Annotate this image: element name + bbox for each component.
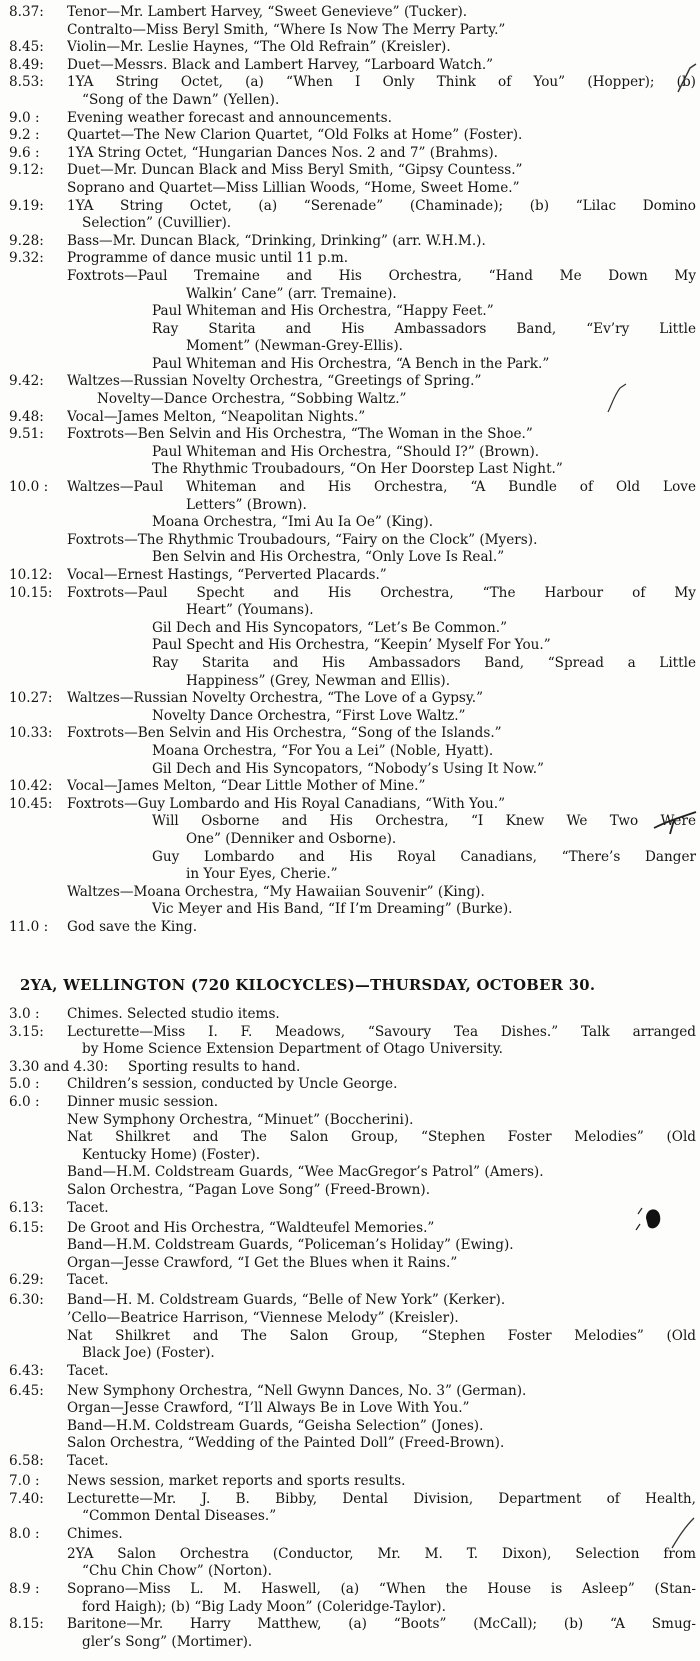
- program-time: 9.28:: [9, 232, 44, 249]
- program-text: Moment” (Newman-Grey-Ellis).: [186, 338, 403, 355]
- program-text: One” (Denniker and Osborne).: [186, 830, 397, 847]
- pen-tick-mark-3: [652, 808, 698, 838]
- program-line: [0, 1076, 700, 1094]
- program-line: [0, 4, 700, 22]
- program-text: Gil Dech and His Syncopators, “Nobody’s Using It Now.”: [152, 760, 545, 777]
- program-time: 10.27:: [9, 690, 53, 707]
- program-text: 1YA String Octet, (a) “Serenade” (Chaminade); (b) “Lilac Domino: [67, 197, 696, 214]
- program-line: [0, 162, 700, 180]
- program-line: [0, 1272, 700, 1292]
- program-line: [0, 1546, 700, 1564]
- program-time: 5.0 :: [9, 1076, 40, 1093]
- program-text: Waltzes—Russian Novelty Orchestra, “Greetings of Spring.”: [67, 373, 482, 390]
- station-heading: 2YA, WELLINGTON (720 KILOCYCLES)—THURSDAY, OCTOBER 30.: [20, 977, 596, 994]
- program-text: Violin—Mr. Leslie Haynes, “The Old Refrain” (Kreisler).: [67, 39, 451, 56]
- program-text: Contralto—Miss Beryl Smith, “Where Is Now The Merry Party.”: [67, 21, 506, 38]
- program-text: Ray Starita and His Ambassadors Band, “Spread a Little: [152, 654, 696, 671]
- program-line: [0, 1182, 700, 1200]
- program-text: Band—H.M. Coldstream Guards, “Geisha Selection” (Jones).: [67, 1417, 484, 1434]
- program-line: [0, 1310, 700, 1328]
- program-time: 8.37:: [9, 4, 44, 20]
- ink-blot-mark: [632, 1202, 674, 1234]
- program-line: [0, 338, 700, 356]
- program-line: [0, 1383, 700, 1401]
- program-time: 9.48:: [9, 408, 44, 425]
- pen-tick-mark-2: [604, 382, 634, 416]
- program-text: Waltzes—Paul Whiteman and His Orchestra, “A Bundle of Old Love: [67, 479, 696, 496]
- program-time: 6.58:: [9, 1453, 44, 1470]
- program-text: Band—H.M. Coldstream Guards, “Wee MacGregor’s Patrol” (Amers).: [67, 1164, 544, 1181]
- program-line: [0, 761, 700, 779]
- program-text: Novelty—Dance Orchestra, “Sobbing Waltz.”: [97, 391, 407, 408]
- program-text: by Home Science Extension Department of Otago University.: [82, 1041, 503, 1058]
- pen-tick-mark-1: [676, 62, 700, 102]
- program-line: [0, 321, 700, 339]
- program-time: 8.15:: [9, 1616, 44, 1633]
- program-text: Ben Selvin and His Orchestra, “Only Love Is Real.”: [152, 549, 505, 566]
- program-line: [0, 250, 700, 268]
- program-line: [0, 479, 700, 497]
- program-text: ’Cello—Beatrice Harrison, “Viennese Melody” (Kreisler).: [67, 1309, 459, 1326]
- program-text: News session, market reports and sports results.: [67, 1473, 406, 1490]
- program-text: Soprano—Miss L. M. Haswell, (a) “When the House is Asleep” (Stan-: [67, 1581, 696, 1598]
- program-text: Moana Orchestra, “For You a Lei” (Noble, Hyatt).: [152, 742, 494, 759]
- program-line: [0, 796, 700, 814]
- program-text: Tacet.: [67, 1453, 109, 1470]
- program-text: Evening weather forecast and announcements.: [67, 109, 392, 126]
- program-time: 10.45:: [9, 795, 53, 812]
- program-time: 10.12:: [9, 567, 53, 583]
- program-time: 10.42:: [9, 778, 53, 795]
- program-line: [0, 444, 700, 462]
- program-line: [0, 813, 700, 831]
- program-time: 8.9 :: [9, 1581, 40, 1598]
- program-line: [0, 1363, 700, 1383]
- program-line: [0, 549, 700, 567]
- program-line: [0, 1491, 700, 1509]
- program-line: [0, 655, 700, 673]
- program-line: [0, 373, 700, 391]
- program-time: 9.19:: [9, 197, 44, 214]
- program-text: Moana Orchestra, “Imi Au Ia Oe” (King).: [152, 514, 434, 531]
- program-text: Soprano and Quartet—Miss Lillian Woods, “Home, Sweet Home.”: [67, 179, 520, 196]
- program-line: [0, 92, 700, 110]
- program-line: [0, 514, 700, 532]
- program-line: [0, 1200, 700, 1220]
- program-text: Organ—Jesse Crawford, “I Get the Blues when it Rains.”: [67, 1254, 458, 1271]
- program-time: 3.15:: [9, 1023, 44, 1040]
- program-text: New Symphony Orchestra, “Nell Gwynn Dances, No. 3” (German).: [67, 1382, 527, 1399]
- program-line: [0, 426, 700, 444]
- program-line: [0, 110, 700, 128]
- program-line: [0, 532, 700, 550]
- program-line: [0, 585, 700, 603]
- program-text: Gil Dech and His Syncopators, “Let’s Be Common.”: [152, 619, 508, 636]
- program-text: Organ—Jesse Crawford, “I’ll Always Be in Love With You.”: [67, 1400, 470, 1417]
- program-line: [0, 866, 700, 884]
- program-line: [0, 1400, 700, 1418]
- program-text: gler’s Song” (Mortimer).: [82, 1633, 253, 1650]
- program-text: in Your Eyes, Cherie.”: [186, 866, 338, 883]
- program-text: Novelty Dance Orchestra, “First Love Waltz.”: [152, 707, 466, 724]
- program-text: ford Haigh); (b) “Big Lady Moon” (Coleridge-Taylor).: [82, 1598, 446, 1615]
- program-time: 9.0 :: [9, 109, 40, 126]
- program-text: Nat Shilkret and The Salon Group, “Stephen Foster Melodies” (Old: [67, 1129, 696, 1146]
- program-time: 9.32:: [9, 250, 44, 267]
- program-text: Nat Shilkret and The Salon Group, “Stephen Foster Melodies” (Old: [67, 1327, 696, 1344]
- program-text: Salon Orchestra, “Wedding of the Painted Doll” (Freed-Brown).: [67, 1435, 505, 1452]
- program-line: [0, 1473, 700, 1491]
- program-text: Happiness” (Grey, Newman and Ellis).: [186, 672, 451, 689]
- program-text: 1YA String Octet, (a) “When I Only Think of You” (Hopper); (b): [67, 74, 696, 91]
- program-line: [0, 145, 700, 163]
- program-text: Heart” (Youmans).: [186, 602, 314, 619]
- program-line: [0, 1453, 700, 1473]
- program-line: [0, 1292, 700, 1310]
- program-line: [0, 409, 700, 427]
- program-line: [0, 1435, 700, 1453]
- program-line: [0, 708, 700, 726]
- program-text: Guy Lombardo and His Royal Canadians, “There’s Danger: [152, 848, 696, 865]
- program-line: [0, 778, 700, 796]
- program-time: 3.0 :: [9, 1006, 40, 1022]
- program-line: [0, 1024, 700, 1042]
- program-text: Tenor—Mr. Lambert Harvey, “Sweet Genevieve” (Tucker).: [67, 4, 468, 20]
- program-line: [0, 620, 700, 638]
- program-text: “Song of the Dawn” (Yellen).: [82, 91, 280, 108]
- program-line: [0, 1147, 700, 1165]
- program-text: Black Joe) (Foster).: [82, 1345, 215, 1362]
- program-text: Chimes. Selected studio items.: [67, 1006, 280, 1022]
- program-time: 6.0 :: [9, 1093, 40, 1110]
- program-time: 6.15:: [9, 1219, 44, 1236]
- program-text: Duet—Messrs. Black and Lambert Harvey, “Larboard Watch.”: [67, 56, 494, 73]
- program-text: De Groot and His Orchestra, “Waldteufel Memories.”: [67, 1219, 435, 1236]
- program-line: [0, 1220, 700, 1238]
- pen-tick-mark-4: [668, 1514, 698, 1554]
- program-listing-section-2: [0, 1006, 700, 1651]
- program-line: [0, 57, 700, 75]
- program-text: Quartet—The New Clarion Quartet, “Old Folks at Home” (Foster).: [67, 127, 523, 144]
- program-time: 9.2 :: [9, 127, 40, 144]
- program-text: Foxtrots—Ben Selvin and His Orchestra, “The Woman in the Shoe.”: [67, 426, 533, 443]
- program-text: Dinner music session.: [67, 1093, 219, 1110]
- program-text: Vocal—Ernest Hastings, “Perverted Placards.”: [67, 567, 387, 583]
- program-text: Foxtrots—Guy Lombardo and His Royal Canadians, “With You.”: [67, 795, 506, 812]
- program-text: Duet—Mr. Duncan Black and Miss Beryl Smith, “Gipsy Countess.”: [67, 162, 523, 179]
- program-text: Tacet.: [67, 1362, 109, 1379]
- program-line: [0, 1581, 700, 1599]
- program-time: 3.30 and 4.30:: [9, 1058, 109, 1075]
- program-text: Letters” (Brown).: [186, 496, 307, 513]
- program-text: Band—H. M. Coldstream Guards, “Belle of New York” (Kerker).: [67, 1292, 506, 1309]
- program-line: [0, 461, 700, 479]
- program-time: 11.0 :: [9, 918, 49, 935]
- program-time: 9.12:: [9, 162, 44, 179]
- program-text: Kentucky Home) (Foster).: [82, 1146, 261, 1163]
- program-listing-section-1: [0, 4, 700, 936]
- program-text: Selection” (Cuvillier).: [82, 215, 232, 232]
- program-time: 9.42:: [9, 373, 44, 390]
- program-line: [0, 356, 700, 374]
- program-text: The Rhythmic Troubadours, “On Her Doorstep Last Night.”: [152, 461, 563, 478]
- program-text: Walkin’ Cane” (arr. Tremaine).: [186, 285, 397, 302]
- program-time: 7.0 :: [9, 1473, 40, 1490]
- program-text: Vocal—James Melton, “Neapolitan Nights.”: [67, 408, 366, 425]
- program-line: [0, 919, 700, 937]
- program-time: 8.45:: [9, 39, 44, 56]
- program-text: 2YA Salon Orchestra (Conductor, Mr. M. T. Dixon), Selection from: [67, 1545, 696, 1562]
- program-text: Lecturette—Miss I. F. Meadows, “Savoury Tea Dishes.” Talk arranged: [67, 1023, 696, 1040]
- program-line: [0, 268, 700, 286]
- program-line: [0, 1129, 700, 1147]
- program-line: [0, 831, 700, 849]
- program-line: [0, 1616, 700, 1634]
- program-text: “Common Dental Diseases.”: [82, 1508, 277, 1525]
- program-line: [0, 1345, 700, 1363]
- program-text: Programme of dance music until 11 p.m.: [67, 250, 349, 267]
- program-time: 8.0 :: [9, 1525, 40, 1542]
- program-line: [0, 1526, 700, 1546]
- program-time: 8.53:: [9, 74, 44, 91]
- program-text: Vic Meyer and His Band, “If I’m Dreaming” (Burke).: [152, 901, 513, 918]
- program-time: 6.43:: [9, 1362, 44, 1379]
- program-line: [0, 1563, 700, 1581]
- program-line: [0, 1328, 700, 1346]
- program-line: [0, 849, 700, 867]
- program-time: 10.0 :: [9, 479, 49, 496]
- program-text: Salon Orchestra, “Pagan Love Song” (Freed-Brown).: [67, 1181, 431, 1198]
- program-text: Foxtrots—The Rhythmic Troubadours, “Fairy on the Clock” (Myers).: [67, 531, 538, 548]
- program-time: 6.29:: [9, 1272, 44, 1289]
- program-text: New Symphony Orchestra, “Minuet” (Boccherini).: [67, 1111, 414, 1128]
- program-text: Vocal—James Melton, “Dear Little Mother of Mine.”: [67, 778, 426, 795]
- program-line: [0, 901, 700, 919]
- program-time: 6.13:: [9, 1199, 44, 1216]
- program-text: Paul Whiteman and His Orchestra, “A Bench in the Park.”: [152, 355, 550, 372]
- program-line: [0, 303, 700, 321]
- program-line: [0, 602, 700, 620]
- program-line: [0, 1059, 700, 1077]
- program-time: 9.51:: [9, 426, 44, 443]
- program-line: [0, 1237, 700, 1255]
- program-line: [0, 690, 700, 708]
- program-line: [0, 1255, 700, 1273]
- program-text: Children’s session, conducted by Uncle George.: [67, 1076, 398, 1093]
- program-time: 6.30:: [9, 1292, 44, 1309]
- program-line: [0, 39, 700, 57]
- program-text: Paul Specht and His Orchestra, “Keepin’ Myself For You.”: [152, 637, 551, 654]
- program-text: Will Osborne and His Orchestra, “I Knew We Two Were: [152, 813, 696, 830]
- program-line: [0, 1418, 700, 1436]
- program-time: 9.6 :: [9, 144, 40, 161]
- program-line: [0, 1508, 700, 1526]
- program-line: [0, 1599, 700, 1617]
- program-text: Foxtrots—Paul Tremaine and His Orchestra, “Hand Me Down My: [67, 267, 696, 284]
- program-line: [0, 673, 700, 691]
- program-line: [0, 180, 700, 198]
- program-text: Paul Whiteman and His Orchestra, “Should I?” (Brown).: [152, 443, 540, 460]
- program-text: 1YA String Octet, “Hungarian Dances Nos. 2 and 7” (Brahms).: [67, 144, 498, 161]
- program-line: [0, 391, 700, 409]
- program-line: [0, 637, 700, 655]
- program-text: Foxtrots—Paul Specht and His Orchestra, “The Harbour of My: [67, 584, 696, 601]
- program-line: [0, 198, 700, 216]
- program-line: [0, 497, 700, 515]
- program-text: “Chu Chin Chow” (Norton).: [82, 1563, 272, 1580]
- program-text: Paul Whiteman and His Orchestra, “Happy Feet.”: [152, 303, 494, 320]
- program-line: [0, 1634, 700, 1652]
- program-text: Foxtrots—Ben Selvin and His Orchestra, “Song of the Islands.”: [67, 725, 502, 742]
- program-text: Tacet.: [67, 1272, 109, 1289]
- program-line: [0, 1006, 700, 1024]
- program-line: [0, 743, 700, 761]
- program-line: [0, 127, 700, 145]
- program-text: Chimes.: [67, 1525, 123, 1542]
- program-line: [0, 286, 700, 304]
- program-time: 10.33:: [9, 725, 53, 742]
- program-text: God save the King.: [67, 918, 198, 935]
- program-line: [0, 1112, 700, 1130]
- program-time: 8.49:: [9, 56, 44, 73]
- program-text: Band—H.M. Coldstream Guards, “Policeman’s Holiday” (Ewing).: [67, 1237, 514, 1254]
- program-line: [0, 884, 700, 902]
- program-time: 7.40:: [9, 1490, 44, 1507]
- program-line: [0, 1041, 700, 1059]
- program-time: 10.15:: [9, 584, 53, 601]
- program-text: Tacet.: [67, 1199, 109, 1216]
- program-text: Waltzes—Moana Orchestra, “My Hawaiian Souvenir” (King).: [67, 883, 485, 900]
- program-line: [0, 22, 700, 40]
- program-time: 6.45:: [9, 1382, 44, 1399]
- program-line: [0, 233, 700, 251]
- program-text: Lecturette—Mr. J. B. Bibby, Dental Division, Department of Health,: [67, 1490, 696, 1507]
- program-text: Bass—Mr. Duncan Black, “Drinking, Drinking” (arr. W.H.M.).: [67, 232, 486, 249]
- program-text: Ray Starita and His Ambassadors Band, “Ev’ry Little: [152, 320, 696, 337]
- program-text: Baritone—Mr. Harry Matthew, (a) “Boots” (McCall); (b) “A Smug-: [67, 1616, 696, 1633]
- program-line: [0, 1094, 700, 1112]
- program-line: [0, 725, 700, 743]
- program-text: Sporting results to hand.: [128, 1058, 301, 1075]
- program-line: [0, 1164, 700, 1182]
- program-text: Waltzes—Russian Novelty Orchestra, “The Love of a Gypsy.”: [67, 690, 484, 707]
- program-line: [0, 567, 700, 585]
- program-line: [0, 215, 700, 233]
- program-line: [0, 74, 700, 92]
